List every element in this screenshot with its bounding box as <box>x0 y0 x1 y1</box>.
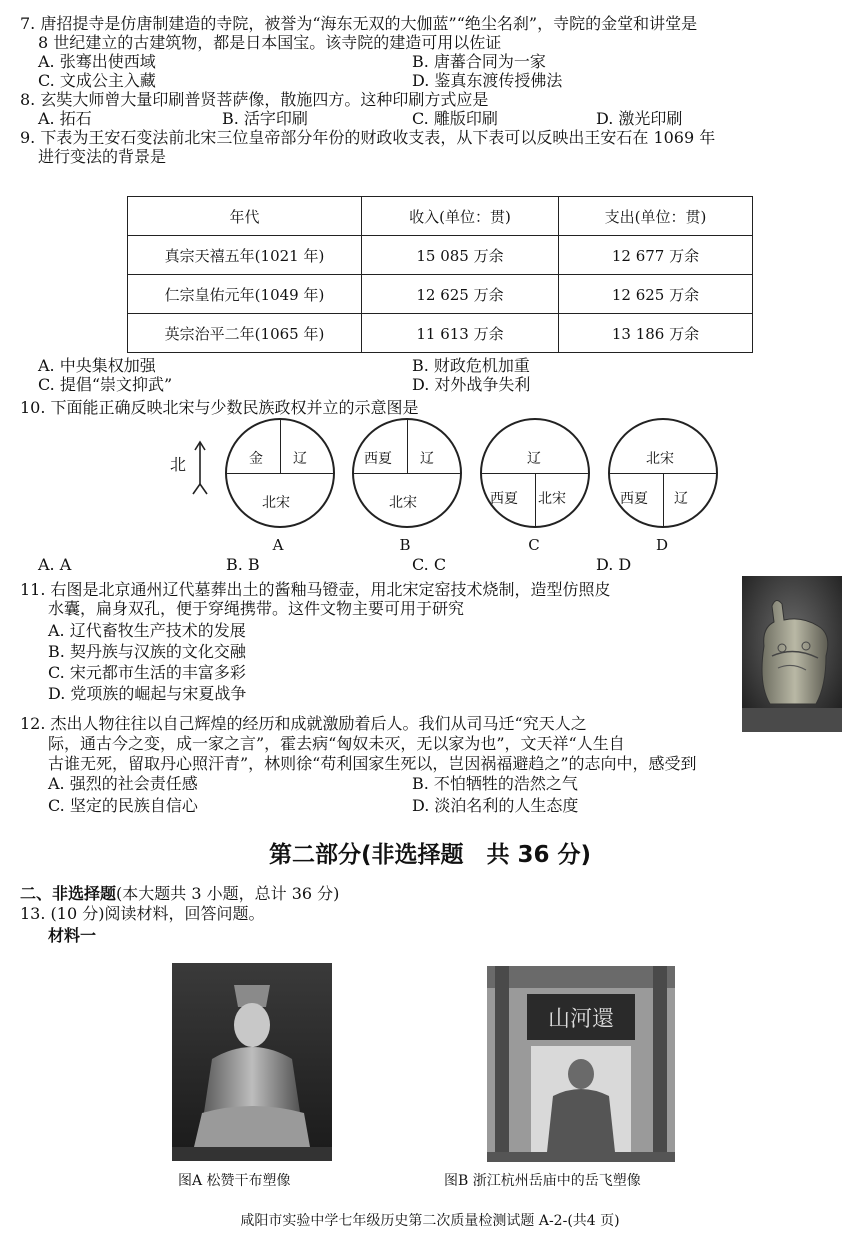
q10-stem: 10. 下面能正确反映北宋与少数民族政权并立的示意图是 <box>20 398 419 417</box>
q9-option-d[interactable]: D. 对外战争失利 <box>412 375 531 394</box>
region-label: 辽 <box>674 491 688 507</box>
q9-stem-line2: 进行变法的背景是 <box>38 147 167 166</box>
q10-option-d[interactable]: D. D <box>596 555 632 574</box>
q9-option-c[interactable]: C. 提倡“崇文抑武” <box>38 375 173 394</box>
q8-option-d[interactable]: D. 激光印刷 <box>596 109 683 128</box>
q7-stem-line2: 8 世纪建立的古建筑物，都是日本国宝。该寺院的建造可用以佐证 <box>38 33 502 52</box>
table-cell: 仁宗皇佑元年(1049 年) <box>128 275 362 314</box>
map-diagram-c <box>480 418 590 528</box>
section-heading: 第二部分(非选择题 共 36 分) <box>268 842 592 868</box>
region-label: 西夏 <box>620 491 648 507</box>
q11-stem-line2: 水囊，扁身双孔，便于穿绳携带。这件文物主要可用于研究 <box>48 599 465 618</box>
q7-option-c[interactable]: C. 文成公主入藏 <box>38 71 156 90</box>
table-row <box>128 236 753 275</box>
figure-a-caption: 图A 松赞干布塑像 <box>178 1173 291 1189</box>
q9-option-b[interactable]: B. 财政危机加重 <box>412 356 530 375</box>
q12-option-a[interactable]: A. 强烈的社会责任感 <box>48 774 198 793</box>
q12-stem-line2: 际，通古今之变，成一家之言”，霍去病“匈奴未灭，无以家为也”，文天祥“人生自 <box>48 734 625 753</box>
region-label: 西夏 <box>364 451 392 467</box>
table-header-cell: 年代 <box>128 197 362 236</box>
q12-stem-line1: 12. 杰出人物往往以自己辉煌的经历和成就激励着后人。我们从司马迁“究天人之 <box>20 714 587 733</box>
table-header-row <box>128 197 753 236</box>
finance-table <box>127 196 753 353</box>
region-label: 辽 <box>527 451 541 467</box>
q9-option-a[interactable]: A. 中央集权加强 <box>38 356 156 375</box>
diagram-letter: D <box>655 536 669 554</box>
north-label: 北 <box>170 455 187 474</box>
table-cell: 真宗天禧五年(1021 年) <box>128 236 362 275</box>
q12-stem-line3: 古谁无死，留取丹心照汗青”，林则徐“苟利国家生死以，岂因祸福避趋之”的志向中，感受到 <box>48 754 697 773</box>
q9-stem-line1: 9. 下表为王安石变法前北宋三位皇帝部分年份的财政收支表，从下表可以反映出王安石在 1069 年 <box>20 128 716 147</box>
region-label: 辽 <box>293 451 307 467</box>
table-cell: 15 085 万余 <box>362 236 559 275</box>
map-diagram-d <box>608 418 718 528</box>
diagram-letter: C <box>528 536 540 554</box>
q8-option-b[interactable]: B. 活字印刷 <box>222 109 308 128</box>
statue-photo-a <box>172 963 332 1161</box>
q10-option-a[interactable]: A. A <box>38 555 72 574</box>
q8-stem: 8. 玄奘大师曾大量印刷普贤菩萨像，散施四方。这种印刷方式应是 <box>20 90 489 109</box>
q8-option-a[interactable]: A. 拓石 <box>38 109 92 128</box>
q8-option-c[interactable]: C. 雕版印刷 <box>412 109 498 128</box>
region-label: 金 <box>249 451 263 467</box>
table-row <box>128 275 753 314</box>
q11-option-a[interactable]: A. 辽代畜牧生产技术的发展 <box>48 621 246 640</box>
diagram-letter: B <box>399 536 411 554</box>
part2-note: (本大题共 3 小题，总计 36 分) <box>116 884 340 903</box>
q12-option-c[interactable]: C. 坚定的民族自信心 <box>48 796 198 815</box>
region-label: 北宋 <box>538 491 566 507</box>
table-header-cell: 支出(单位：贯) <box>559 197 753 236</box>
region-label: 北宋 <box>389 495 417 511</box>
q10-option-b[interactable]: B. B <box>226 555 260 574</box>
table-cell: 12 625 万余 <box>559 275 753 314</box>
part2-heading <box>20 884 339 903</box>
q7-option-b[interactable]: B. 唐蕃合同为一家 <box>412 52 546 71</box>
region-label: 西夏 <box>490 491 518 507</box>
q7-stem-line1: 7. 唐招提寺是仿唐制建造的寺院，被誉为“海东无双的大伽蓝”“绝尘名刹”，寺院的金堂和讲堂是 <box>20 14 698 33</box>
q7-option-a[interactable]: A. 张骞出使西域 <box>38 52 156 71</box>
q11-option-d[interactable]: D. 党项族的崛起与宋夏战争 <box>48 684 247 703</box>
material-one-label: 材料一 <box>48 926 97 945</box>
q10-option-c[interactable]: C. C <box>412 555 447 574</box>
table-cell: 英宗治平二年(1065 年) <box>128 314 362 353</box>
table-row <box>128 314 753 353</box>
north-arrow-icon <box>190 438 210 498</box>
statue-photo-b <box>487 966 675 1162</box>
q7-option-d[interactable]: D. 鉴真东渡传授佛法 <box>412 71 563 90</box>
part2-title: 二、非选择题 <box>20 884 117 903</box>
table-cell: 11 613 万余 <box>362 314 559 353</box>
figure-b-caption: 图B 浙江杭州岳庙中的岳飞塑像 <box>444 1173 641 1189</box>
diagram-letter: A <box>272 536 284 554</box>
table-cell: 12 677 万余 <box>559 236 753 275</box>
page-footer: 咸阳市实验中学七年级历史第二次质量检测试题 A-2-(共4 页) <box>240 1213 620 1229</box>
q11-option-b[interactable]: B. 契丹族与汉族的文化交融 <box>48 642 246 661</box>
ceramic-flask-photo <box>742 576 842 732</box>
region-label: 辽 <box>420 451 434 467</box>
table-cell: 13 186 万余 <box>559 314 753 353</box>
q12-option-d[interactable]: D. 淡泊名利的人生态度 <box>412 796 579 815</box>
map-diagram-b <box>352 418 462 528</box>
map-diagram-a <box>225 418 335 528</box>
q11-stem-line1: 11. 右图是北京通州辽代墓葬出土的酱釉马镫壶，用北宋定窑技术烧制，造型仿照皮 <box>20 580 611 599</box>
region-label: 北宋 <box>262 495 290 511</box>
region-label: 北宋 <box>646 451 674 467</box>
q13-stem: 13. (10 分)阅读材料，回答问题。 <box>20 904 265 923</box>
temple-plaque-text: 山河還 <box>547 1007 615 1032</box>
q11-option-c[interactable]: C. 宋元都市生活的丰富多彩 <box>48 663 246 682</box>
table-header-cell: 收入(单位：贯) <box>362 197 559 236</box>
q12-option-b[interactable]: B. 不怕牺牲的浩然之气 <box>412 774 578 793</box>
table-cell: 12 625 万余 <box>362 275 559 314</box>
